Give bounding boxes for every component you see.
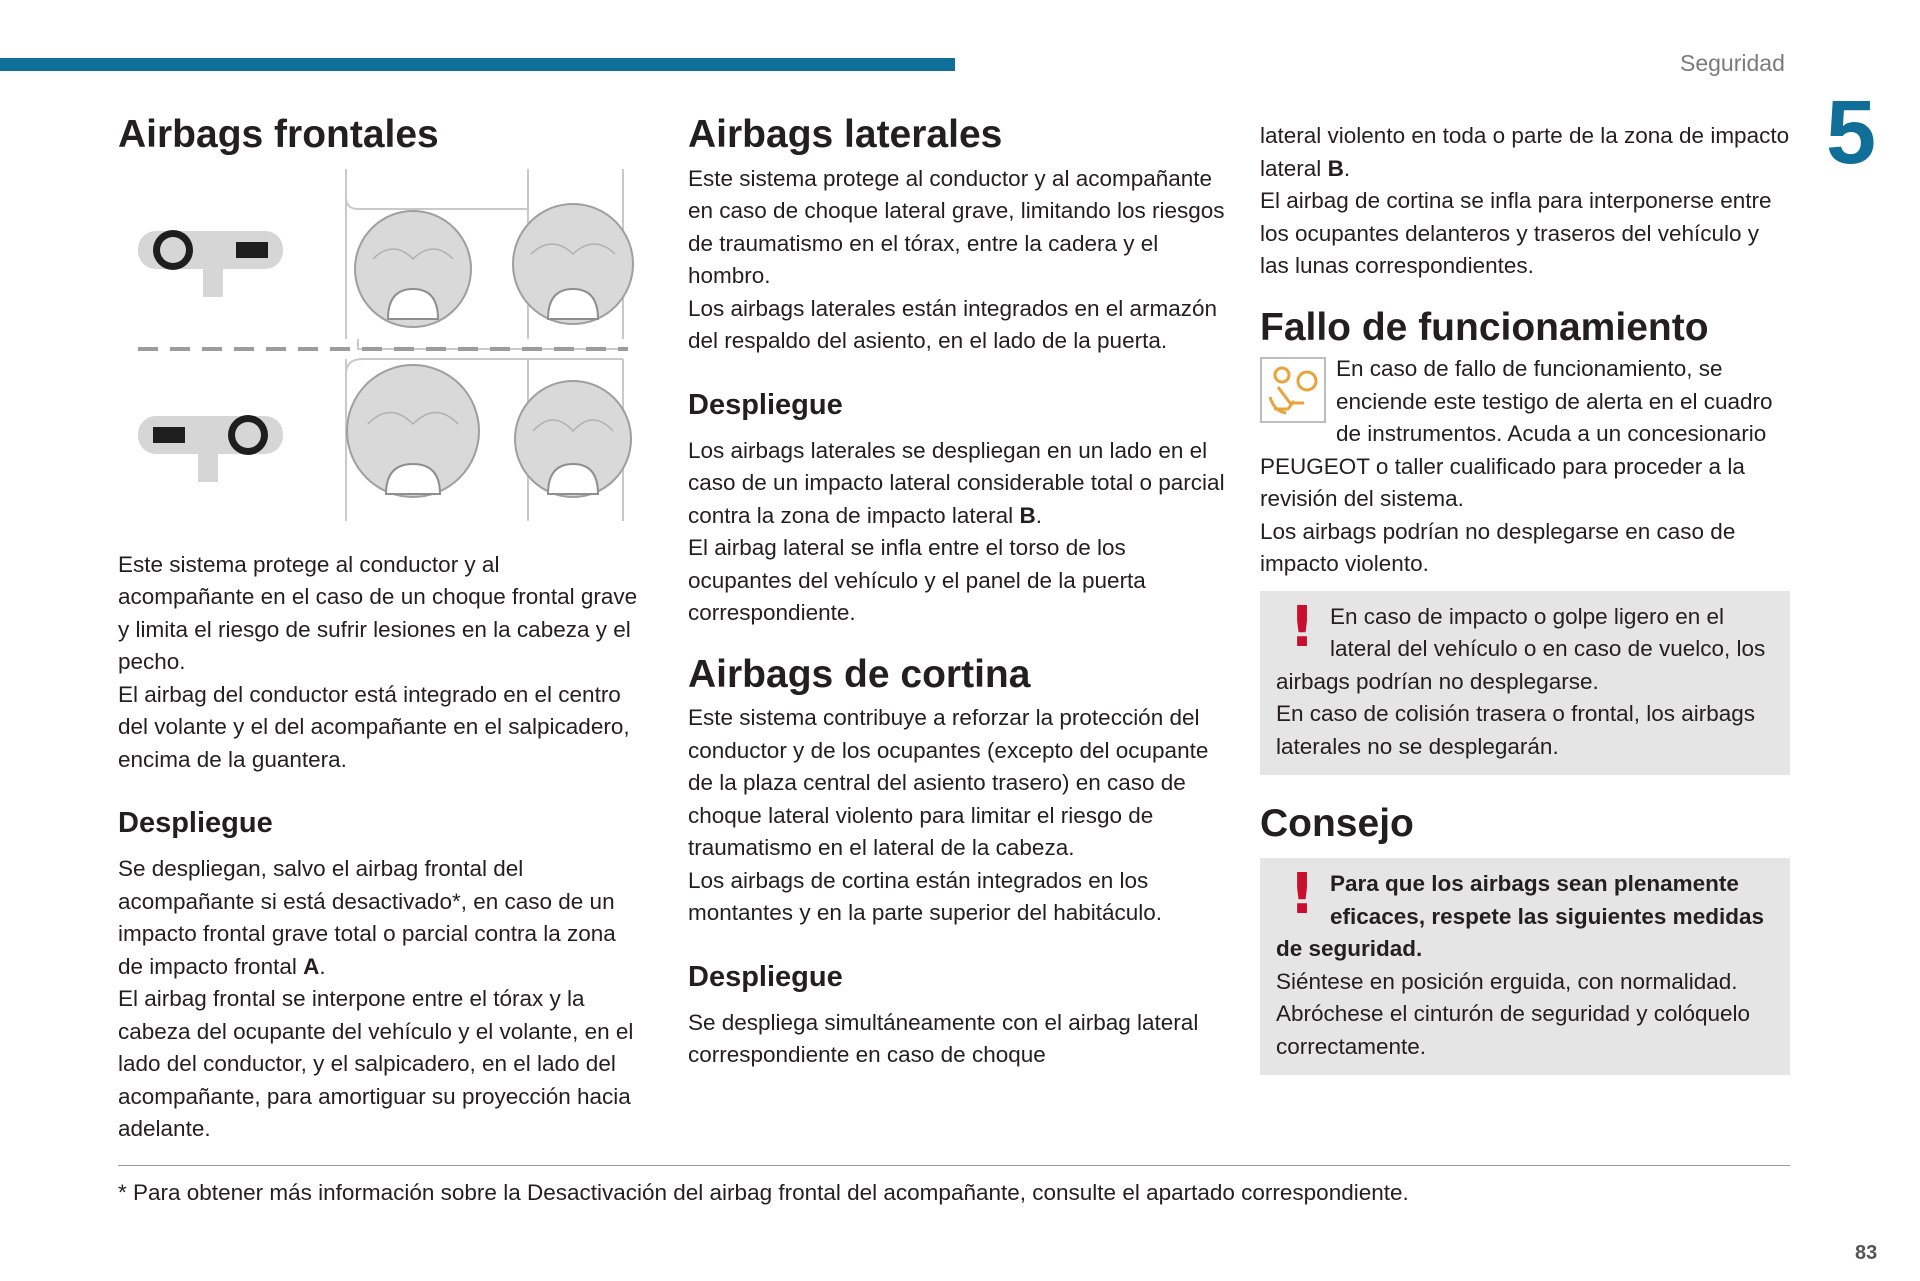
- side-intro-p2: Los airbags laterales están integrados en el armazón del respaldo del asiento, en el lado de la puerta.: [688, 295, 1218, 354]
- column-frontal-airbags: [118, 112, 638, 1146]
- advice-bold: Para que los airbags sean plenamente eficaces, respete las siguientes medidas de seguridad.: [1276, 871, 1764, 962]
- airbag-frontal-diagram-icon: [118, 169, 638, 521]
- curtain-p1: Este sistema contribuye a reforzar la protección del conductor y de los ocupantes (excepto del ocupante de la plaza central del asiento trasero) en caso de choque lateral violento para limitar el riesgo de traumatismo en el lateral de la cabeza.: [688, 705, 1209, 861]
- airbag-warning-lamp-icon: [1260, 357, 1326, 423]
- chapter-number: 5: [1826, 83, 1877, 183]
- curtain-cont-p1: lateral violento en toda o parte de la zona de impacto lateral B.: [1260, 123, 1790, 181]
- warning1-p1: En caso de impacto o golpe ligero en el lateral del vehículo o en caso de vuelco, los airbags podrían no desplegarse.: [1276, 603, 1766, 694]
- warning-box-advice: [1260, 858, 1790, 1075]
- warning1-p2: En caso de colisión trasera o frontal, los airbags laterales no se desplegarán.: [1276, 701, 1756, 759]
- malfunction-p2: Los airbags podrían no desplegarse en caso de impacto violento.: [1260, 518, 1736, 577]
- curtain-p2: Los airbags de cortina están integrados en los montantes y en la parte superior del habitáculo.: [688, 867, 1163, 926]
- heading-frontal-airbags: Airbags frontales: [118, 113, 439, 156]
- heading-side-airbags: Airbags laterales: [688, 113, 1003, 156]
- heading-frontal-deploy: Despliegue: [118, 807, 273, 840]
- footnote: * Para obtener más información sobre la Desactivación del airbag frontal del acompañante, consulte el apartado correspondiente.: [118, 1180, 1409, 1205]
- zone-b-label: B: [1019, 502, 1036, 528]
- heading-curtain-airbags: Airbags de cortina: [688, 652, 1031, 696]
- heading-curtain-deploy: Despliegue: [688, 960, 843, 993]
- column-side-airbags: [688, 112, 1228, 1072]
- warning-icon: !: [1289, 594, 1315, 660]
- side-deploy-p1: Los airbags laterales se despliegan en un lado en el caso de un impacto lateral considerable total o parcial contra la zona de impacto lateral B.: [688, 437, 1225, 528]
- zone-a-label: A: [303, 953, 320, 979]
- page-number: 83: [1855, 1242, 1878, 1264]
- footnote-divider: [118, 1165, 1790, 1166]
- heading-side-deploy: Despliegue: [688, 388, 843, 421]
- frontal-deploy-p2: El airbag frontal se interpone entre el tórax y la cabeza del ocupante del vehículo y el volante, en el lado del conductor, y el salpicadero, en el lado del acompañante, para amortiguar su proyección hacia adelante.: [118, 986, 634, 1142]
- malfunction-p1: En caso de fallo de funcionamiento, se enciende este testigo de alerta en el cuadro de instrumentos. Acuda a un concesionario PEUGEOT o taller cualificado para proceder a la revisión del sistema.: [1260, 356, 1773, 512]
- advice-p2: Abróchese el cinturón de seguridad y colóquelo correctamente.: [1276, 1001, 1751, 1059]
- warning-icon-2: !: [1289, 862, 1315, 928]
- heading-advice: Consejo: [1260, 802, 1414, 846]
- frontal-intro-p1: Este sistema protege al conductor y al acompañante en el caso de un choque frontal grave y limita el riesgo de sufrir lesiones en la cabeza y el pecho.: [118, 551, 638, 675]
- side-intro-p1: Este sistema protege al conductor y al acompañante en caso de choque lateral grave, limitando los riesgos de traumatismo en el tórax, entre la cadera y el hombro.: [688, 165, 1225, 289]
- curtain-cont-p2: El airbag de cortina se infla para interponerse entre los ocupantes delanteros y traseros del vehículo y las lunas correspondientes.: [1260, 188, 1772, 278]
- zone-b-label-2: B: [1327, 155, 1344, 181]
- column-continued: [1260, 120, 1790, 1075]
- header-accent-bar: [0, 58, 955, 71]
- malfunction-block: [1260, 353, 1790, 581]
- warning-box-deployment: [1260, 591, 1790, 776]
- frontal-intro-p2: El airbag del conductor está integrado en el centro del volante y el del acompañante en el salpicadero, encima de la guantera.: [118, 681, 630, 772]
- advice-p1: Siéntese en posición erguida, con normalidad.: [1276, 968, 1738, 994]
- section-label: Seguridad: [1680, 50, 1785, 76]
- side-deploy-p2: El airbag lateral se infla entre el torso de los ocupantes del vehículo y el panel de la puerta correspondiente.: [688, 535, 1146, 626]
- frontal-deploy-p1: Se despliegan, salvo el airbag frontal del acompañante si está desactivado*, en caso de un impacto frontal grave total o parcial contra la zona de impacto frontal A.: [118, 856, 616, 979]
- curtain-deploy-p: Se despliega simultáneamente con el airbag lateral correspondiente en caso de choque: [688, 1009, 1199, 1068]
- heading-malfunction: Fallo de funcionamiento: [1260, 305, 1709, 349]
